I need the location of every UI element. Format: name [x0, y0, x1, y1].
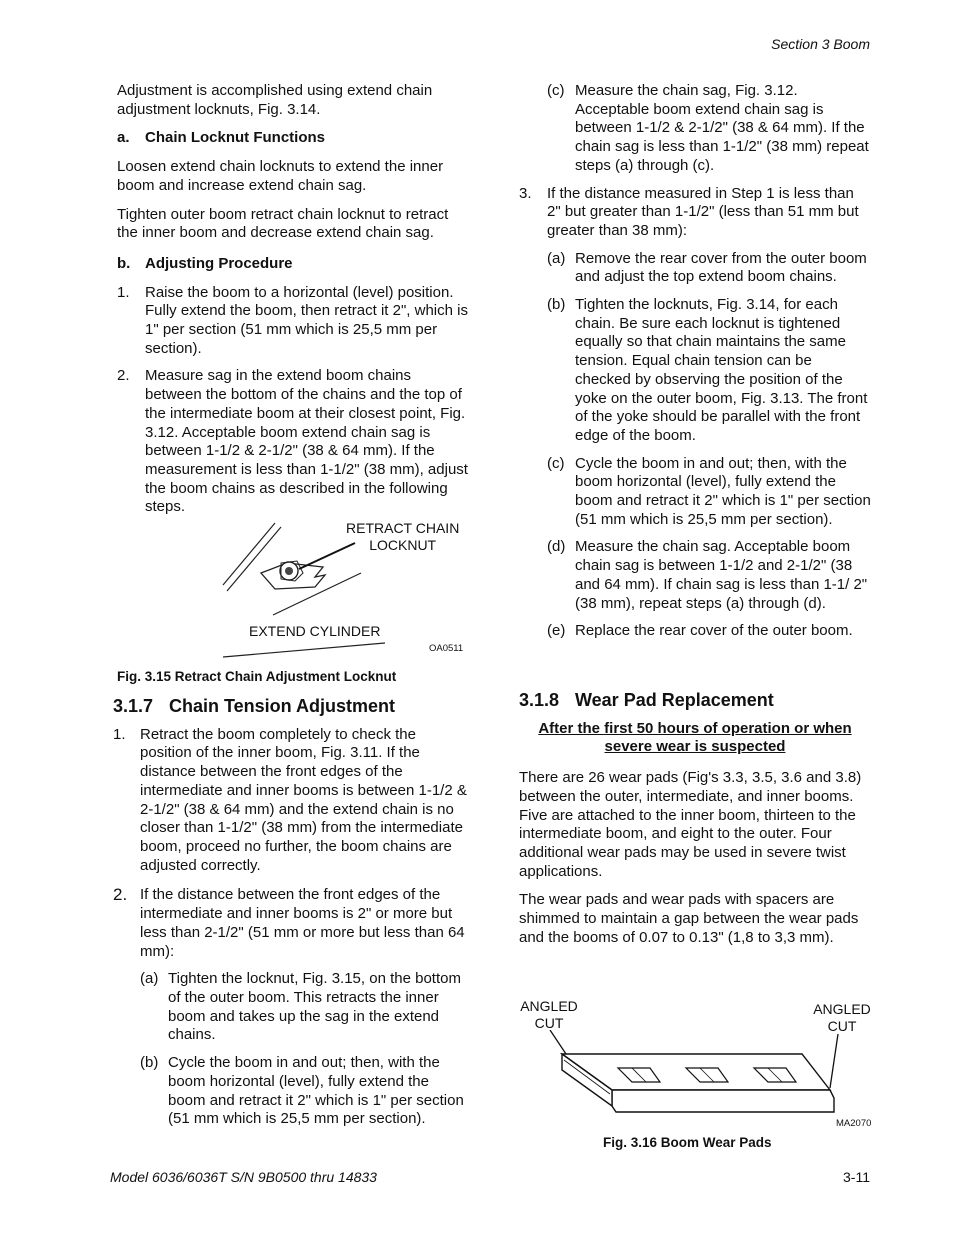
locknut-center: [285, 567, 293, 575]
substep-text: Measure the chain sag, Fig. 3.12. Acceptable boom extend chain sag is between 1-1/2 & 2-1/2" (38 & 64 mm). If the chain sag is less than 1-1/2" (38 mm) repeat steps (a) through (c).: [575, 82, 869, 174]
subheading-a-title: Chain Locknut Functions: [145, 129, 325, 147]
subheading-b-letter: b.: [117, 254, 131, 272]
substep: [140, 1054, 469, 1129]
substep-letter: (d): [547, 538, 566, 556]
angled-cut-left-line1: ANGLED: [520, 998, 578, 1014]
substep-letter: (e): [547, 622, 566, 640]
substep-text: Cycle the boom in and out; then, with the boom horizontal (level), fully extend the boom and retract it 2" which is 1" per section (51 mm which is 25,5 mm per section).: [575, 454, 871, 528]
step-number: 1.: [113, 725, 126, 743]
locknut-paragraph-2: Tighten outer boom retract chain locknut to retract the inner boom and decrease extend chain sag.: [117, 205, 449, 242]
substep: [140, 970, 469, 1045]
step-text: If the distance between the front edges of the intermediate and inner booms is 2" or more but less than 2-1/2" (51 mm or more but less than 64 mm):: [140, 886, 465, 961]
substeps-group: [519, 250, 871, 641]
procedure-step: [113, 885, 469, 961]
wear-notice: After the first 50 hours of operation or when severe wear is suspected: [538, 719, 852, 756]
substep-text: Remove the rear cover from the outer boom and adjust the top extend boom chains.: [575, 249, 867, 286]
extend-cylinder-line: [223, 643, 385, 657]
substep-letter: (b): [547, 296, 566, 314]
wear-pad-paragraph-1: There are 26 wear pads (Fig's 3.3, 3.5, 3.6 and 3.8) between the outer, intermediate, and inner booms. Five are attached to the inner boom, thirteen to the intermediate boom, and eight to the outer. Four additional wear pads may be used in severe twist applications.: [519, 769, 862, 880]
substep-letter: (c): [547, 82, 565, 99]
angled-cut-right-leader: [830, 1034, 838, 1088]
left-column: [117, 82, 469, 526]
section-heading: [113, 697, 469, 716]
substep-text: Tighten the locknut, Fig. 3.15, on the bottom of the outer boom. This retracts the inner boom and takes up the sag in the extend chains.: [168, 970, 461, 1044]
angled-cut-left-label: [520, 998, 578, 1032]
retract-chain-label: [346, 520, 459, 554]
subheading-b-title: Adjusting Procedure: [145, 254, 293, 272]
substep-text: Tighten the locknuts, Fig. 3.14, for each chain. Be sure each locknut is tightened equally so that chain maintains the same tension. Equal chain tension can be checked by observing the position of the yoke on the outer boom, Fig. 3.13. The front of the yoke should be parallel with the front edge of the boom.: [575, 296, 868, 444]
extend-cylinder-label: EXTEND CYLINDER: [249, 623, 381, 639]
figure-code: MA2070: [836, 1118, 872, 1129]
figure-code: OA0511: [429, 643, 464, 654]
angled-cut-right-line1: ANGLED: [813, 1001, 871, 1017]
procedure-step: [519, 185, 871, 241]
wear-pad-paragraph-2: The wear pads and wear pads with spacers are shimmed to maintain a gap between the wear pads and the booms of 0.07 to 0.13" (1,8 to 3,3 mm).: [519, 891, 859, 946]
footer-page-number: 3-11: [843, 1169, 870, 1185]
substep: [547, 296, 871, 446]
subheading-b: [117, 255, 469, 274]
section-title: Chain Tension Adjustment: [169, 696, 396, 716]
substeps-group: [113, 970, 469, 1129]
section-3-1-7: [113, 697, 469, 1138]
right-column: [519, 82, 871, 650]
section-number: 3.1.7: [113, 696, 154, 716]
substep-letter: (c): [547, 454, 565, 472]
substep-text: Cycle the boom in and out; then, with the boom horizontal (level), fully extend the boom and retract it 2" which is 1" per section (51 mm which is 25,5 mm per section).: [168, 1054, 464, 1128]
angled-cut-left-leader: [550, 1030, 566, 1054]
procedure-step: [117, 284, 469, 359]
step-number: 2.: [117, 367, 130, 385]
procedure-step: [117, 367, 469, 517]
angled-cut-left-line2: CUT: [534, 1015, 564, 1031]
step-text: Retract the boom completely to check the position of the inner boom, Fig. 3.11. If the distance between the front edges of the intermediate and inner booms is between 1-1/2 & 2-1/2" (38 & 64 mm) and the extend chain is no closer than 1-1/2" (38 mm) from the intermediate boom, proceed no further, the boom chains are adjusted correctly.: [140, 725, 467, 874]
procedure-step: [113, 726, 469, 876]
substep: [547, 538, 871, 613]
angled-cut-right-line2: CUT: [827, 1018, 857, 1034]
step-text: If the distance measured in Step 1 is less than 2" but greater than 1-1/2" (less than 51 mm but greater than 38 mm):: [547, 184, 859, 239]
step-number: 3.: [519, 184, 532, 202]
figure-caption: Fig. 3.15 Retract Chain Adjustment Locknut: [117, 669, 397, 684]
substep-text: Measure the chain sag. Acceptable boom chain sag is between 1-1/2 and 2-1/2" (38 and 64 mm). If chain sag is less than 1-1/ 2" (38 mm), repeat steps (a) through (d).: [575, 538, 868, 612]
footer-model: Model 6036/6036T S/N 9B0500 thru 14833: [110, 1169, 377, 1185]
substep: [547, 250, 871, 287]
substeps-group: [519, 82, 871, 176]
substep-text: Replace the rear cover of the outer boom.: [575, 622, 853, 640]
step-number: 2.: [113, 885, 128, 905]
figure-caption: Fig. 3.16 Boom Wear Pads: [603, 1135, 772, 1150]
step-text: Raise the boom to a horizontal (level) position. Fully extend the boom, then retract it 2", which is 1" per section (51 mm which is 25,5 mm per section).: [145, 283, 468, 357]
substep-letter: (a): [547, 249, 566, 267]
section-heading: [519, 691, 871, 710]
subheading-a-letter: a.: [117, 129, 130, 147]
retract-chain-label-line2: LOCKNUT: [369, 537, 437, 553]
substep: [547, 455, 871, 530]
substep-letter: (b): [140, 1054, 159, 1072]
intro-paragraph: Adjustment is accomplished using extend chain adjustment locknuts, Fig. 3.14.: [117, 82, 433, 118]
wear-pad-figure: [540, 1030, 850, 1120]
section-title: Wear Pad Replacement: [575, 690, 774, 710]
step-number: 1.: [117, 283, 130, 301]
subheading-a: [117, 129, 469, 148]
retract-chain-label-line1: RETRACT CHAIN: [346, 520, 460, 536]
locknut-paragraph-1: Loosen extend chain locknuts to extend the inner boom and increase extend chain sag.: [117, 158, 444, 194]
section-number: 3.1.8: [519, 690, 560, 710]
substep: [547, 82, 871, 176]
wear-pad-front-face: [612, 1090, 834, 1112]
section-3-1-8: [519, 691, 871, 957]
running-header: Section 3 Boom: [771, 36, 870, 52]
substep: [547, 622, 871, 641]
step-text: Measure sag in the extend boom chains between the bottom of the chains and the top of the intermediate boom at their closest point, Fig. 3.12. Acceptable boom extend chain sag is between 1-1/2 & 2-1/2" (38 & 64 mm). If the measurement is less than 1-1/2" (38 mm), adjust the boom chains as described in the following steps.: [145, 367, 468, 516]
substep-letter: (a): [140, 970, 159, 988]
